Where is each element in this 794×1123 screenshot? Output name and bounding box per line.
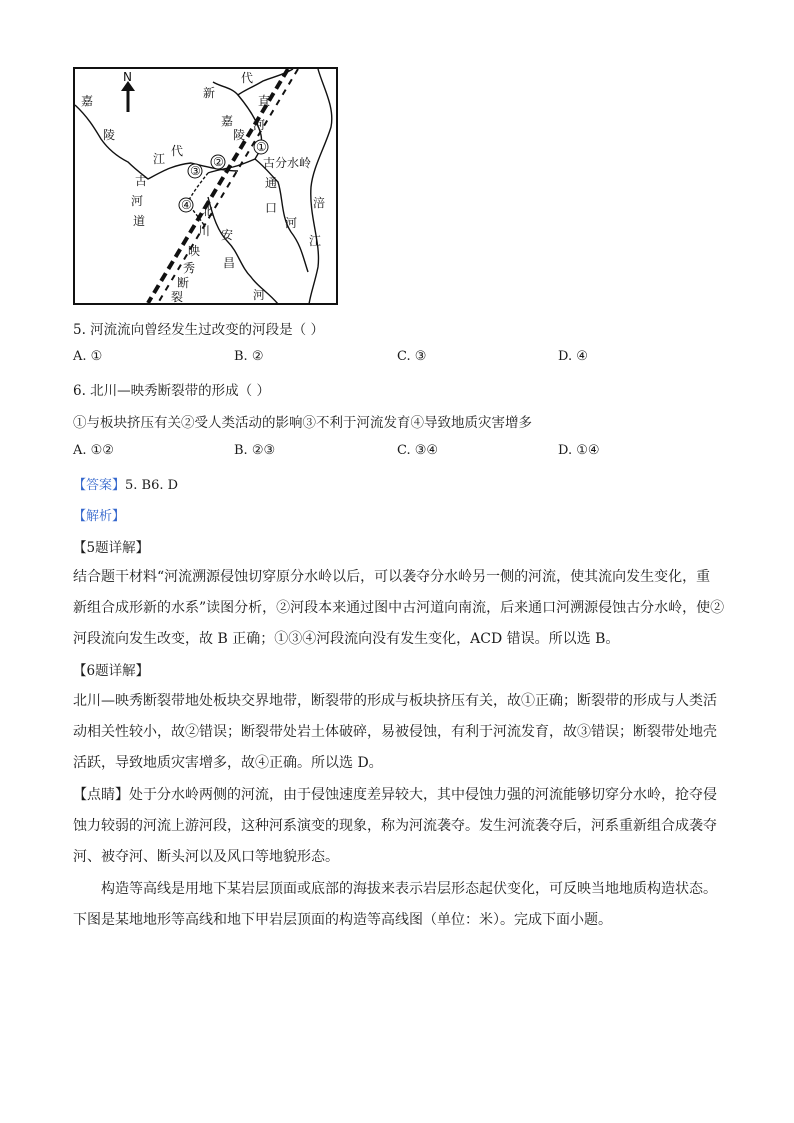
svg-text:④: ④ <box>181 198 192 212</box>
map-label-he-tongkou: 河 <box>285 216 298 230</box>
q5-option-b[interactable]: B. ② <box>234 349 264 364</box>
map-label-xiu: 秀 <box>183 261 196 275</box>
answer-row <box>73 474 178 493</box>
svg-text:②: ② <box>213 155 224 169</box>
map-label-kou: 口 <box>265 201 278 215</box>
map-label-duan: 断 <box>177 276 190 290</box>
north-label: N <box>123 70 132 84</box>
map-label-gufenshuiling: 古分水岭 <box>263 156 312 170</box>
map-label-gu: 古 <box>135 174 148 188</box>
detail-5-line-2: 新组合成形新的水系”读图分析，②河段本来通过图中古河道向南流，后来通口河溯源侵蚀古分水岭，使② <box>73 600 725 616</box>
map-label-lie: 裂 <box>171 290 184 304</box>
answer-tag: 【答案】 <box>73 478 126 493</box>
map-label-ling2: 陵 <box>233 128 246 142</box>
map-label-an: 安 <box>221 228 234 242</box>
map-label-he1: 河 <box>253 118 266 132</box>
detail-6-line-2: 动相关性较小，故②错误；断裂带处岩土体破碎，易被侵蚀，有利于河流发育，故③错误；断裂带处地壳 <box>73 724 717 740</box>
tips-line-3: 河、被夺河、断头河以及风口等地貌形态。 <box>73 849 339 865</box>
river-capture-map <box>73 67 338 305</box>
circle-marker-4 <box>179 198 193 212</box>
circle-marker-2 <box>211 155 225 169</box>
intro-line-2: 下图是某地地形等高线和地下甲岩层顶面的构造等高线图（单位：米）。完成下面小题。 <box>73 912 612 928</box>
map-label-chang: 昌 <box>223 256 236 270</box>
map-label-ying: 映 <box>188 244 201 258</box>
q5-option-d[interactable]: D. ④ <box>558 349 588 364</box>
question-6-statements: ①与板块挤压有关②受人类活动的影响③不利于河流发育④导致地质灾害增多 <box>73 415 532 431</box>
analysis-tag: 【解析】 <box>73 509 126 524</box>
map-label-he-anchang: 河 <box>253 288 266 302</box>
map-label-bei: 北 <box>201 204 214 218</box>
detail-6-line-3: 活跃，导致地质灾害增多，故④正确。所以选 D。 <box>73 755 383 771</box>
intro-line-1: 构造等高线是用地下某岩层顶面或底部的海拔来表示岩层形态起伏变化，可反映当地地质构造状态。 <box>101 881 717 897</box>
q6-option-d[interactable]: D. ①④ <box>558 443 600 458</box>
detail-6-title: 【6题详解】 <box>73 663 150 679</box>
map-label-zhi: 直 <box>258 94 271 108</box>
tips-line-2: 蚀力较弱的河流上游河段，这种河系演变的现象，称为河流袭夺。发生河流袭夺后，河系重新组合成袭夺 <box>73 818 717 834</box>
detail-5-line-3: 河段流向发生改变，故 B 正确；①③④河段流向没有发生变化，ACD 错误。所以选 B。 <box>73 631 620 647</box>
map-label-chuan: 川 <box>198 224 211 238</box>
q5-option-a[interactable]: A. ① <box>73 349 103 364</box>
map-label-jia2: 嘉 <box>221 114 234 128</box>
detail-5-title: 【5题详解】 <box>73 540 150 556</box>
map-label-dai: 代 <box>171 144 184 158</box>
tips-first-text: 处于分水岭两侧的河流，由于侵蚀速度差异较大，其中侵蚀力强的河流能够切穿分水岭，抢夺侵 <box>129 787 717 803</box>
map-label-fu: 涪 <box>313 196 326 210</box>
detail-6-line-1: 北川—映秀断裂带地处板块交界地带，断裂带的形成与板块挤压有关，故①正确；断裂带的形成与人类活 <box>73 693 717 709</box>
q5-option-c[interactable]: C. ③ <box>397 349 427 364</box>
circle-marker-1 <box>254 140 268 154</box>
map-label-tong: 通 <box>265 176 278 190</box>
q6-option-c[interactable]: C. ③④ <box>397 443 439 458</box>
map-label-xin: 新 <box>203 86 216 100</box>
question-6-stem: 6. 北川—映秀断裂带的形成（ ） <box>73 383 270 399</box>
answer-text: 5. B6. D <box>125 478 179 493</box>
circle-marker-3 <box>188 164 202 178</box>
tips-tag: 【点睛】 <box>73 787 129 803</box>
map-label-jiang2: 江 <box>309 234 322 248</box>
map-label-jiang1: 江 <box>153 152 166 166</box>
map-label-dai2: 代 <box>241 71 254 85</box>
tips-line-1 <box>73 784 717 804</box>
map-label-he-gu: 河 <box>131 194 144 208</box>
detail-5-line-1: 结合题干材料“河流溯源侵蚀切穿原分水岭以后，可以袭夺分水岭另一侧的河流，使其流向发生变化，重 <box>73 569 711 585</box>
q6-option-a[interactable]: A. ①② <box>73 443 114 458</box>
svg-text:③: ③ <box>190 164 201 178</box>
q6-option-b[interactable]: B. ②③ <box>234 443 276 458</box>
map-label-dao: 道 <box>133 214 146 228</box>
map-label-jia: 嘉 <box>81 94 94 108</box>
svg-text:①: ① <box>256 140 267 154</box>
map-label-ling: 陵 <box>103 128 116 142</box>
question-5-stem: 5. 河流流向曾经发生过改变的河段是（ ） <box>73 322 324 338</box>
